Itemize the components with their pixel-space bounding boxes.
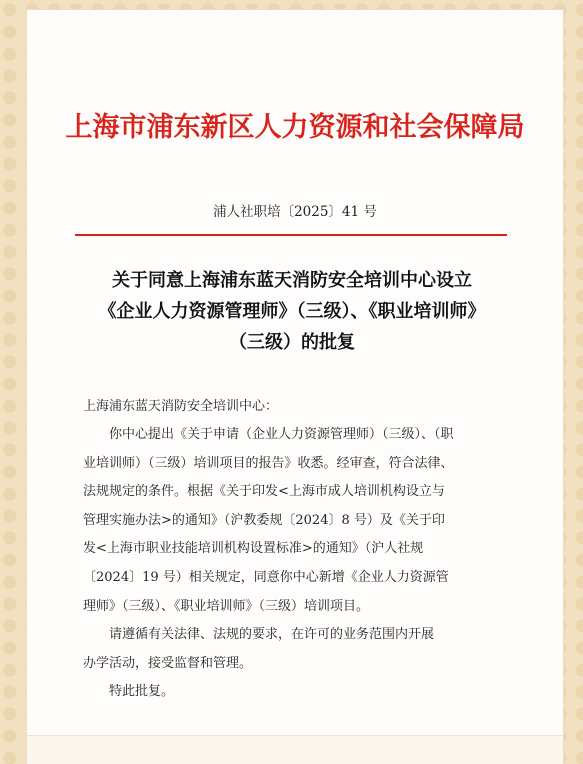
body-line: 请遵循有关法律、法规的要求，在许可的业务范围内开展 xyxy=(109,627,435,643)
document-number: 浦人社职培〔2025〕41 号 xyxy=(213,204,377,220)
body-line: 〔2024〕19 号）相关规定，同意你中心新增《企业人力资源管 xyxy=(83,569,449,585)
issuer-header: 上海市浦东新区人力资源和社会保障局 xyxy=(65,112,525,143)
closing-line: 特此批复。 xyxy=(109,684,175,700)
title-line: 《企业人力资源管理师》（三级）、《职业培训师》 xyxy=(98,301,486,322)
document-title xyxy=(77,265,507,358)
title-line: 关于同意上海浦东蓝天消防安全培训中心设立 xyxy=(112,270,472,291)
body-line: 管理实施办法>的通知》（沪教委规〔2024〕8 号）及《关于印 xyxy=(83,512,445,528)
red-divider-line xyxy=(75,234,507,236)
body-line: 法规规定的条件。根据《关于印发<上海市成人培训机构设立与 xyxy=(83,484,445,500)
body-line: 业培训师）（三级）培训项目的报告》收悉。经审查，符合法律、 xyxy=(83,455,454,471)
document-body xyxy=(83,421,515,707)
body-line: 办学活动，接受监督和管理。 xyxy=(83,655,253,671)
document-page xyxy=(27,10,563,764)
next-page-edge xyxy=(27,735,563,764)
salutation: 上海浦东蓝天消防安全培训中心： xyxy=(83,399,279,414)
body-line: 你中心提出《关于申请（企业人力资源管理师）（三级）、（职 xyxy=(109,427,454,442)
title-line: （三级）的批复 xyxy=(229,332,355,353)
body-line: 理师》（三级）、《职业培训师》（三级）培训项目。 xyxy=(83,598,370,614)
body-line: 发<上海市职业技能培训机构设置标准>的通知》（沪人社规 xyxy=(83,541,424,557)
